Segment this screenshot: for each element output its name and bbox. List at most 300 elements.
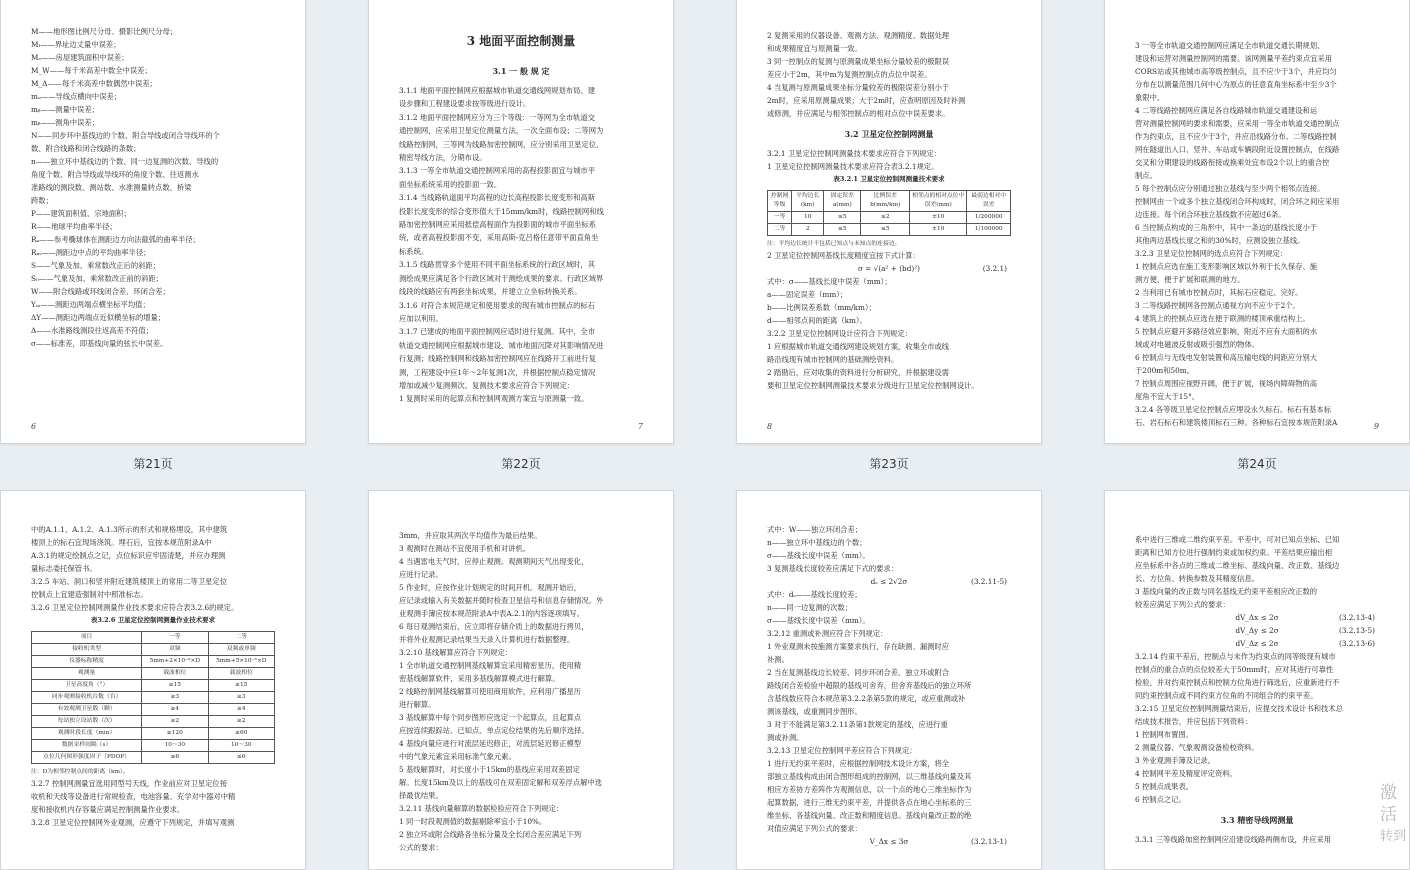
- table-row: [32, 680, 275, 692]
- formula: [1135, 611, 1379, 624]
- table-cell: 10～30: [208, 740, 274, 752]
- formula-number: (3.2.13-5): [1338, 626, 1375, 635]
- text-line: 解。长度15km及以上的基线可在双差固定解和双差浮点解中选: [399, 778, 603, 787]
- text-line: A.3.1的规定绘制点之记，点位标识应牢固清楚，并应办理测: [31, 551, 226, 560]
- text-line: 3.2.4 各等级卫星定位控制点应埋设永久标石。标石有基本标: [1135, 405, 1332, 414]
- text-line: 1 外业观测未按施测方案要求执行，存在缺测、漏测时应: [767, 642, 950, 651]
- table-header-row: [768, 191, 1011, 212]
- table-cell: 1/200000: [967, 212, 1011, 224]
- table-cell: 仪器标称精度: [32, 656, 142, 668]
- text-line: Mₛ——房屋建筑面积中误差；: [31, 53, 129, 62]
- table-header-cell: 比例误差b(mm/km): [861, 191, 910, 212]
- page-body-b: [1135, 650, 1379, 806]
- table-cell: ≥15: [208, 680, 274, 692]
- text-line: 5 每个控制点应分别通过独立基线与至少两个相邻点连接。: [1135, 184, 1325, 193]
- text-line: b——比例误差系数（mm/km）；: [767, 303, 876, 312]
- text-line: 1 同一时段观测值的数据剔除率宜小于10%。: [399, 817, 547, 826]
- text-line: 业观测手簿应按本规范附录A中表A.2.1的内容逐项填写。: [399, 609, 584, 618]
- table-cell: 2: [792, 224, 824, 236]
- table-cell: ≥3: [142, 692, 208, 704]
- text-line: 式中：W——独立环闭合差；: [767, 525, 863, 534]
- text-line: 2m时，应采用原测量成果；大于2m时，应查明原因及时补测: [767, 96, 966, 105]
- text-line: S₀——气象及加、乘常数改正前的斜距；: [31, 274, 163, 283]
- page-body-a: [1135, 533, 1379, 611]
- page-number: 6: [31, 422, 37, 431]
- text-line: 3.2.1 卫星定位控制网测量技术要求应符合下列规定：: [767, 149, 942, 158]
- text-line: 2 复测采用的仪器设备、观测方法、观测精度、数据处理: [767, 31, 950, 40]
- text-line: 域或对电磁波反射或吸引强烈的物体。: [1135, 340, 1260, 349]
- text-line: 控制点上宜建造强制对中照准标志。: [31, 590, 148, 599]
- table-row: [32, 692, 275, 704]
- table-cell: ≤5: [824, 212, 861, 224]
- table-cell: ≥2: [208, 716, 274, 728]
- text-line: 网在隧道出入口、竖井、车站或车辆段附近设置控制点，在线路: [1135, 145, 1340, 154]
- table-row: [32, 644, 275, 656]
- text-line: 1 控制点应选在施工变形影响区域以外利于长久保存、施: [1135, 262, 1318, 271]
- text-line: 2 当在复测基线边长较差、同步环闭合差、独立环或附合: [767, 668, 950, 677]
- text-line: 4 建筑上的控制点应选在便于联测的楼顶承重结构上。: [1135, 314, 1310, 323]
- text-line: a——固定误差（mm）；: [767, 290, 848, 299]
- text-line: 或修测，并应满足与相邻控制点的相对点位中误差要求。: [767, 109, 950, 118]
- text-line: N——同步环中基线边的个数、附合导线或闭合导线环的个: [31, 131, 220, 140]
- text-line: 线路控制网，三等网为线路加密控制网，应分别采用卫星定位、: [399, 139, 604, 149]
- table-cell: ≥60: [208, 728, 274, 740]
- text-line: 2 独立环或附合线路各坐标分量及全长闭合差应满足下列: [399, 830, 582, 839]
- table-header-row: [32, 632, 275, 644]
- page-body: [399, 529, 643, 854]
- text-line: 中的气象元素宜采用标准气象元素。: [399, 752, 516, 761]
- table-caption: 表3.2.6 卫星定位控制网测量作业技术要求: [90, 616, 216, 624]
- text-line: 边连接。每个闭合环独立基线数不应超过6条。: [1135, 210, 1286, 219]
- work-requirements-table: [31, 631, 275, 764]
- table-cell: ≥15: [142, 680, 208, 692]
- text-line: 7 控制点周围应视野开阔，便于扩展，视场内障碍物的高: [1135, 379, 1318, 388]
- table-row: [32, 728, 275, 740]
- text-line: 3.2.10 基线解算应符合下列规定：: [399, 648, 513, 657]
- page-label: 第23页: [869, 457, 909, 471]
- text-line: 3.2.8 卫星定位控制网外业观测，应遵守下列规定，并填写观测: [31, 818, 235, 827]
- page-body-c: [1135, 833, 1379, 846]
- text-line: 3.1.5 线路贯穿多个使用不同平面坐标系统的行政区域时，其: [399, 260, 596, 270]
- page-thumbnail-24[interactable]: [1104, 0, 1410, 444]
- text-line: 4 控制网平差及精度评定资料。: [1135, 769, 1237, 778]
- table-cell: 二等: [768, 224, 792, 236]
- text-line: 收机和天线等设备进行常规检查，电池容量、充学对中器对中精: [31, 792, 236, 801]
- text-line: 距离和已知方位进行强制约束或加权约束。平差结果应输出相: [1135, 548, 1333, 557]
- text-line: Rₘ——测距边中点的平均曲率半径；: [31, 248, 151, 257]
- table-row: [32, 656, 275, 668]
- text-line: 路加密控制网应采用抵偿高程面作为投影面的城市平面坐标系: [399, 220, 597, 230]
- text-line: 设步骤和工程建设要求按等级进行设计。: [399, 99, 531, 109]
- formula-expression: dV_Δx ≤ 2σ: [1235, 613, 1279, 622]
- text-line: 6 控制点之记。: [1135, 795, 1186, 804]
- text-line: 1 进行无约束平差时，应根据控制网技术设计方案，将全: [767, 759, 950, 768]
- text-line: 3.2.14 约束平差后，控制点与未作为约束点的同等级现有城市: [1135, 652, 1336, 661]
- table-cell: 有效观测卫星数（颗）: [32, 704, 142, 716]
- watermark-line: 转到: [1380, 829, 1407, 844]
- text-line: 量标志委托保管书。: [31, 564, 97, 573]
- table-cell: ±10: [910, 224, 967, 236]
- text-line: 角度个数、附合导线或导线环的角度个数、往返测水: [31, 170, 199, 179]
- formula: [1135, 624, 1379, 637]
- text-line: 3.1.3 一等全市轨道交通控制网采用的高程投影面宜与城市平: [399, 166, 596, 176]
- table-cell: ≤5: [861, 224, 910, 236]
- table-cell: ≤6: [208, 752, 274, 764]
- text-line: 于200m和50m。: [1135, 366, 1194, 375]
- table-cell: 10～30: [142, 740, 208, 752]
- page-number: 9: [1373, 422, 1379, 431]
- text-line: W——附合线路或环线闭合差、环闭合差；: [31, 287, 170, 296]
- text-line: 3.2.12 重测或补测应符合下列规定：: [767, 629, 888, 638]
- text-line: 5 基线解算时，对长度小于15km的基线应采用双差固定: [399, 765, 580, 774]
- formula: [767, 262, 1011, 275]
- page-body: [31, 25, 275, 350]
- text-line: 5 作业时，应按作业计划规定的时间开机。观测开始后，: [399, 583, 582, 592]
- formula-number: (3.2.11-5): [970, 577, 1007, 586]
- page-body: [1135, 39, 1379, 429]
- text-line: 精密导线方法，分期布设。: [399, 153, 487, 163]
- text-line: 1 全市轨道交通控制网基线解算宜采用精密星历，使用精: [399, 661, 582, 670]
- table-cell: 载波相位: [208, 668, 274, 680]
- formula-expression: σ = √(a² + (bd)²): [857, 264, 921, 273]
- table-row: [32, 704, 275, 716]
- page-body: [399, 84, 643, 406]
- text-line: 行复测；线路控制网和线路加密控制网应在线路开工前进行复: [399, 354, 597, 364]
- text-line: 1 应根据城市轨道交通线网建设规划方案，收集全市或线: [767, 342, 950, 351]
- table-cell: 双频或单频: [208, 644, 274, 656]
- text-line: 3.1.1 地面平面控制网应根据城市轨道交通线网规划布局、建: [399, 86, 596, 95]
- text-line: 密基线解算软件，采用多基线解算模式进行解算。: [399, 674, 560, 683]
- table-header-cell: 控制网等级: [768, 191, 792, 212]
- text-line: P——建筑面积值、宗地面积；: [31, 209, 131, 218]
- page-body-a: [767, 29, 1011, 120]
- table-cell: ≥4: [208, 704, 274, 716]
- text-line: 维坐标、各基线向量、改正数和精度信息。基线向量改正数的绝: [767, 811, 972, 820]
- text-line: Mₗ——界址边丈量中误差；: [31, 40, 121, 49]
- text-line: 长、方位角、转换参数及其精度信息。: [1135, 574, 1260, 583]
- formula-expression: V_Δx ≤ 3σ: [869, 837, 909, 846]
- text-line: 式中：σ——基线长度中误差（mm）；: [767, 277, 892, 286]
- table-cell: 观测量: [32, 668, 142, 680]
- table-cell: ≥4: [142, 704, 208, 716]
- text-line: 3.2.13 卫星定位控制网平差应符合下列规定：: [767, 746, 917, 755]
- table-note: 注：平均边长统计不包括已知点与未知点的连接边。: [767, 241, 901, 247]
- text-line: R——地球平均曲率半径；: [31, 222, 117, 231]
- text-line: 4 当复测与原测量成果坐标分量较差的极限误差分别小于: [767, 83, 950, 92]
- text-line: 同约束控制点或不同约束方位角的不同组合的约束平差。: [1135, 691, 1318, 700]
- text-line: 1 复测时采用的起算点和控制网观测方案宜与原测量一致。: [399, 394, 589, 404]
- table-cell: ≥2: [142, 716, 208, 728]
- text-line: 投影长度变形的综合变形值大于15mm/km时，线路控制网和线: [399, 206, 604, 216]
- table-cell: 每站独立设站数（次）: [32, 716, 142, 728]
- text-line: 对值应满足下列公式的要求：: [767, 824, 862, 833]
- text-line: 进行解算。: [399, 700, 436, 709]
- text-line: 3 基线解算中每个同步图形应选定一个起算点，且起算点: [399, 713, 582, 722]
- text-line: 式中：dₛ——基线长度较差；: [767, 590, 862, 599]
- text-line: 3.2.7 控制网测量宜选用同型号天线，作业前应对卫星定位接: [31, 779, 228, 788]
- formula: [767, 575, 1011, 588]
- page-body-c: [767, 249, 1011, 262]
- text-line: 其他两边基线长度之和的30%时，应测设独立基线。: [1135, 236, 1305, 245]
- formula: [767, 835, 1011, 848]
- text-line: 3.1.2 地面平面控制网应分为三个等级：一等网为全市轨道交: [399, 112, 596, 122]
- text-line: 3mm，并应取其两次平均值作为最后结果。: [399, 531, 542, 540]
- text-line: 分布在以测量范围几何中心为原点的任意直角坐标系中至少3个: [1135, 80, 1337, 89]
- text-line: 石、岩石标石和建筑楼顶标石三种。各种标石宜按本规范附录A: [1135, 418, 1338, 427]
- table-cell: 卫星高度角（°）: [32, 680, 142, 692]
- text-line: 公式的要求：: [399, 843, 443, 852]
- text-line: σ——基线长度中误差（mm）。: [767, 616, 870, 625]
- table-header-cell: 平均边长(km): [792, 191, 824, 212]
- text-line: 路线闭合差检验中超限的基线可舍弃，但舍弃基线后的独立环所: [767, 681, 972, 690]
- text-line: 2 卫星定位控制网基线长度精度宜按下式计算：: [767, 251, 920, 260]
- text-line: σ——标准差，即基线向量的弦长中误差。: [31, 339, 168, 348]
- text-line: 结成技术报告，并应包括下列资料：: [1135, 717, 1252, 726]
- table-cell: 一等: [768, 212, 792, 224]
- page-thumbnail-22[interactable]: [368, 0, 674, 444]
- table-cell: 同步观测接收机台数（台）: [32, 692, 142, 704]
- table-header-cell: 相邻点的相对点位中误差(mm): [910, 191, 967, 212]
- page-body-b: [767, 588, 1011, 835]
- page-label: 第21页: [133, 457, 173, 471]
- text-line: 营对测量控制网的要求和需要，应采用一等全市轨道交通控制点: [1135, 119, 1340, 128]
- text-line: S——气象及加、乘常数改正后的斜距；: [31, 261, 161, 270]
- text-line: 6 每日观测结束后，应立即将存储介质上的数据进行拷贝，: [399, 622, 589, 631]
- text-line: 相应方差协方差阵作为观测信息，以一个点的地心三维坐标作为: [767, 785, 972, 794]
- text-line: 3.2.11 基线向量解算的数据检验应符合下列规定：: [399, 804, 564, 813]
- table-cell: 1/100000: [967, 224, 1011, 236]
- text-line: 系中进行三维或二维约束平差。平差中，可对已知点坐标、已知: [1135, 535, 1340, 544]
- text-line: 应坐标系中各点的三维或二维坐标、基线向量、改正数、基线边: [1135, 561, 1340, 570]
- text-line: mᵦ——测角中误差；: [31, 118, 99, 127]
- text-line: 轨道交通控制网应根据城市建设、城市地面沉降对其影响情况进: [399, 340, 604, 350]
- text-line: 面坐标系统采用的投影面一致。: [399, 179, 502, 189]
- page-thumbnail-23[interactable]: [736, 0, 1042, 444]
- text-line: 线段的线路应有两套坐标成果，并建立立坐标转换关系。: [399, 287, 582, 297]
- text-line: 交叉和分期建设的线路衔接或换乘处宜布设2个以上的重合控: [1135, 158, 1330, 167]
- formula-expression: dV_Δz ≤ 2σ: [1235, 639, 1279, 648]
- text-line: 择最优结果。: [399, 791, 443, 800]
- page-label: 第22页: [501, 457, 541, 471]
- table-cell: 5mm+5×10⁻⁶×D: [208, 656, 274, 668]
- text-line: 3 观测时在测站不宜使用手机和对讲机。: [399, 544, 531, 553]
- text-line: 3 基线向量的改正数与同名基线无约束平差相应改正数的: [1135, 587, 1318, 596]
- table-cell: 数据采样间隔（s）: [32, 740, 142, 752]
- text-line: 2 测量仪器、气象观测设备检校资料。: [1135, 743, 1259, 752]
- text-line: 3.2.6 卫星定位控制网测量作业技术要求应符合表3.2.6的规定。: [31, 603, 239, 612]
- text-line: 3.1.7 已建成的地面平面控制网应适时进行复测。其中，全市: [399, 327, 596, 337]
- text-line: 准路线的测段数、测站数、水准测量转点数、桥梁: [31, 183, 192, 192]
- text-line: 2 线路控制网基线解算可使用商用软件，应利用广播星历: [399, 687, 582, 696]
- section-title: 3.3 精密导线网测量: [1220, 815, 1294, 825]
- formula-expression: dₛ ≤ 2√2σ: [870, 577, 908, 586]
- page-body-b: [767, 147, 1011, 173]
- watermark-line: 激活: [1380, 783, 1397, 825]
- text-line: M_Δ——每千米高差中数偶然中误差；: [31, 79, 157, 88]
- activation-watermark: [1380, 782, 1410, 848]
- table-header-cell: 一等: [142, 632, 208, 644]
- formula-expression: dV_Δy ≤ 2σ: [1235, 626, 1279, 635]
- page-thumbnail-25[interactable]: [0, 490, 306, 870]
- table-caption: 表3.2.1 卫星定位控制网测量技术要求: [833, 175, 945, 183]
- text-line: ΔY——测距边两端点近似横坐标的增量；: [31, 313, 166, 322]
- text-line: 部独立基线构成由闭合图形组成的控制网，以三维基线向量及其: [767, 772, 972, 781]
- text-line: 应按连续跟踪站、已知点、单点定位结果的先后顺序选择。: [399, 726, 589, 735]
- text-line: 起算数据，进行三维无约束平差，并提供各点在地心坐标系的三: [767, 798, 972, 807]
- text-line: 应进行记录。: [399, 570, 443, 579]
- table-cell: ≥3: [208, 692, 274, 704]
- table-row: [32, 716, 275, 728]
- text-line: 建设和运营对测量控制网的需要。该网测量平差约束点宜采用: [1135, 54, 1333, 63]
- page-thumbnail-28[interactable]: [1104, 490, 1410, 870]
- text-line: 测，工程建设中应1年～2年复测1次，并根据控制点稳定情况: [399, 367, 596, 377]
- text-line: CORS站或其他城市高等级控制点，且不应少于3个，并应均匀: [1135, 67, 1337, 76]
- page-body-a: [767, 523, 1011, 575]
- table-cell: ±10: [910, 212, 967, 224]
- page-number: 7: [637, 422, 643, 431]
- text-line: M_W——每千米高差中数全中误差；: [31, 66, 152, 75]
- text-line: 6 当控制点构成的三角形中，其中一条边的基线长度小于: [1135, 223, 1318, 232]
- text-line: 标系统。: [399, 246, 429, 256]
- table-cell: 5mm+2×10⁻⁶×D: [142, 656, 208, 668]
- text-line: 1 卫星定位控制网测量技术要求应符合表3.2.1规定。: [767, 162, 939, 171]
- text-line: 要和卫星定位控制网测量技术要求分级进行卫星定位控制网设计。: [767, 381, 979, 390]
- text-line: 检验，并对约束控制点和控制方位角进行筛选后，应重新进行不: [1135, 678, 1340, 687]
- text-line: 1 控制网布置图。: [1135, 730, 1194, 739]
- table-header-cell: 二等: [208, 632, 274, 644]
- text-line: 3.3.1 三等线路加密控制网应沿建设线路两侧布设，并应采用: [1135, 835, 1332, 844]
- table-row: [32, 752, 275, 764]
- text-line: 象限中。: [1135, 93, 1165, 102]
- formula-number: (3.2.13-4): [1338, 613, 1375, 622]
- text-line: 较差应满足下列公式的要求：: [1135, 600, 1230, 609]
- table-note: 注：D为相邻控制点间的距离（km）。: [31, 769, 129, 775]
- text-line: 3 一等全市轨道交通控制网应满足全市轨道交通长期规划、: [1135, 41, 1325, 50]
- text-line: 通控制网，应采用卫星定位测量方法，一次全面布设；二等网为: [399, 126, 604, 136]
- table-cell: ≤2: [861, 212, 910, 224]
- table-cell: 10: [792, 212, 824, 224]
- chapter-title: 3 地面平面控制测量: [466, 34, 576, 48]
- text-line: 跨数；: [31, 196, 53, 205]
- text-line: 应加以利用。: [399, 313, 443, 323]
- table-row: [32, 740, 275, 752]
- text-line: n——同一边复测的次数；: [767, 603, 852, 612]
- text-line: 测绘成果应满足各个行政区域对于测绘成果的要求。行政区域界: [399, 273, 604, 283]
- page-label: 第24页: [1237, 457, 1277, 471]
- table-cell: ≤6: [142, 752, 208, 764]
- table-cell: 双频: [142, 644, 208, 656]
- text-line: 3.1.6 对符合本规范规定和使用要求的现有城市控制点的标石: [399, 300, 596, 310]
- section-title: 3.1 一 般 规 定: [492, 66, 550, 76]
- text-line: 3 外业观测手簿及记录。: [1135, 756, 1215, 765]
- text-line: 统，或者高程投影面不变，采用高斯-克吕格任意带平面直角坐: [399, 233, 599, 243]
- text-line: 度和接收机内存容量应满足控制测量作业要求。: [31, 805, 185, 814]
- page-number: 8: [767, 422, 773, 431]
- text-line: 作为约束点，且不应少于3个，并应沿线路分布。二等线路控制: [1135, 132, 1337, 141]
- text-line: 2 当利用已有城市控制点时，其标石应稳定、完好。: [1135, 288, 1303, 297]
- formula-number: (3.2.1): [982, 264, 1007, 273]
- text-line: Rₐ——参考椭球体在测距边方向法截弧的曲率半径；: [31, 235, 200, 244]
- text-line: 测方便、便于扩展和联测的地方。: [1135, 275, 1245, 284]
- text-line: 控制网由一个或多个独立基线闭合环构成时，闭合环之间应采用: [1135, 197, 1340, 206]
- text-line: 3.2.5 车站、洞口和竖井附近建筑楼顶上的常用二等卫星定位: [31, 577, 228, 586]
- table-header-cell: 固定误差a(mm): [824, 191, 861, 212]
- tech-requirements-table: [767, 190, 1011, 236]
- table-cell: 接收机类型: [32, 644, 142, 656]
- text-line: mᵤ——导线点横向中误差；: [31, 92, 122, 101]
- text-line: n——独立环中基线边的个数；: [767, 538, 867, 547]
- page-body-d: [767, 275, 1011, 392]
- table-cell: 点位几何图形强度因子（PDOP）: [32, 752, 142, 764]
- table-cell: ≥120: [142, 728, 208, 740]
- text-line: 4 二等线路控制网应满足各自线路城市轨道交通建设和运: [1135, 106, 1318, 115]
- text-line: 路沿线现有城市控制网的基础测绘资料。: [767, 355, 899, 364]
- text-line: 控制点的重合点的点位较差大于50mm时，应对其进行可靠性: [1135, 665, 1334, 674]
- text-line: 制点。: [1135, 171, 1157, 180]
- page-thumbnail-21[interactable]: [0, 0, 306, 444]
- text-line: 4 当遇雷电天气时，应停止观测。观测期间天气出现变化，: [399, 557, 589, 566]
- text-line: 5 控制点成果表。: [1135, 782, 1194, 791]
- text-line: σ——基线长度中误差（mm）。: [767, 551, 870, 560]
- text-line: mᵦ——测量中误差；: [31, 105, 99, 114]
- table-cell: 载波相位: [142, 668, 208, 680]
- page-body-a: [31, 523, 275, 614]
- text-line: d——相邻点间的距离（km）。: [767, 316, 867, 325]
- text-line: 增加或减少复测频次。复测技术要求应符合下列规定：: [399, 380, 575, 390]
- text-line: 3.2.15 卫星定位控制网测量结束后，应提交技术设计书和技术总: [1135, 704, 1343, 713]
- text-line: 3.2.3 卫星定位控制网的选点应符合下列规定：: [1135, 249, 1288, 258]
- text-line: 3.1.4 当线路轨道面平均高程的边长高程投影长度变形和高斯: [399, 193, 596, 203]
- text-line: 3 对于不能满足第3.2.11条第1款规定的基线，应进行重: [767, 720, 948, 729]
- formula: [1135, 637, 1379, 650]
- table-row: [768, 212, 1011, 224]
- table-cell: 观测时段长度（min）: [32, 728, 142, 740]
- text-line: 测该基线，或重测同步图形。: [767, 707, 862, 716]
- text-line: 3 二等线路控制网各控制点通视方向不应少于2个。: [1135, 301, 1300, 310]
- text-line: 楼顶上的标石宜现场浇筑。埋石后，宜按本规范附录A中: [31, 538, 212, 547]
- page-body-b: [31, 777, 275, 829]
- table-header-cell: 项目: [32, 632, 142, 644]
- text-line: 数、附合线路和闭合线路的条数；: [31, 144, 141, 153]
- section-title: 3.2 卫星定位控制网测量: [844, 129, 934, 139]
- text-line: 应记录或输入有关数据并随时检查卫星信号和信息存储情况。外: [399, 596, 604, 605]
- text-line: 补测。: [767, 655, 789, 664]
- formula-number: (3.2.13-6): [1338, 639, 1375, 648]
- text-line: 5 控制点应避开多路径效应影响，附近不应有大面积的水: [1135, 327, 1318, 336]
- text-line: 含基线数应符合本规范第3.2.2条第5款的规定，或应重测或补: [767, 694, 966, 703]
- text-line: 3.2.2 卫星定位控制网设计应符合下列规定：: [767, 329, 912, 338]
- formula-group: [1135, 611, 1379, 650]
- table-cell: ≤5: [824, 224, 861, 236]
- page-thumbnail-26[interactable]: [368, 490, 674, 870]
- text-line: Δ——水准路线测段往返高差不符值；: [31, 326, 154, 335]
- text-line: 和成果精度宜与原测量一致。: [767, 44, 862, 53]
- text-line: 差应小于2m，其中m为复测控制点的点位中误差。: [767, 70, 932, 79]
- table-header-cell: 最弱边相对中误差: [967, 191, 1011, 212]
- text-line: 3 同一控制点的复测与原测量成果坐标分量较差的极限误: [767, 57, 950, 66]
- text-line: 3 复测基线长度较差应满足下式的要求：: [767, 564, 899, 573]
- table-row: [32, 668, 275, 680]
- text-line: 中的A.1.1、A.1.2、A.1.3所示的形式和规格埋设，其中建筑: [31, 525, 228, 534]
- page-thumbnail-27[interactable]: [736, 490, 1042, 870]
- text-line: 4 基线向量应进行对流层延迟修正，对流层延迟修正模型: [399, 739, 582, 748]
- text-line: 并将外业观测记录结果当天录入计算机进行数据整理。: [399, 635, 575, 644]
- text-line: 度角不宜大于15°。: [1135, 392, 1200, 401]
- formula-number: (3.2.13-1): [970, 837, 1007, 846]
- text-line: 测或补测。: [767, 733, 804, 742]
- text-line: Yₘ——测距边两端点横坐标平均值；: [31, 300, 150, 309]
- text-line: M——地形图比例尺分母、摄影比例尺分母；: [31, 27, 178, 36]
